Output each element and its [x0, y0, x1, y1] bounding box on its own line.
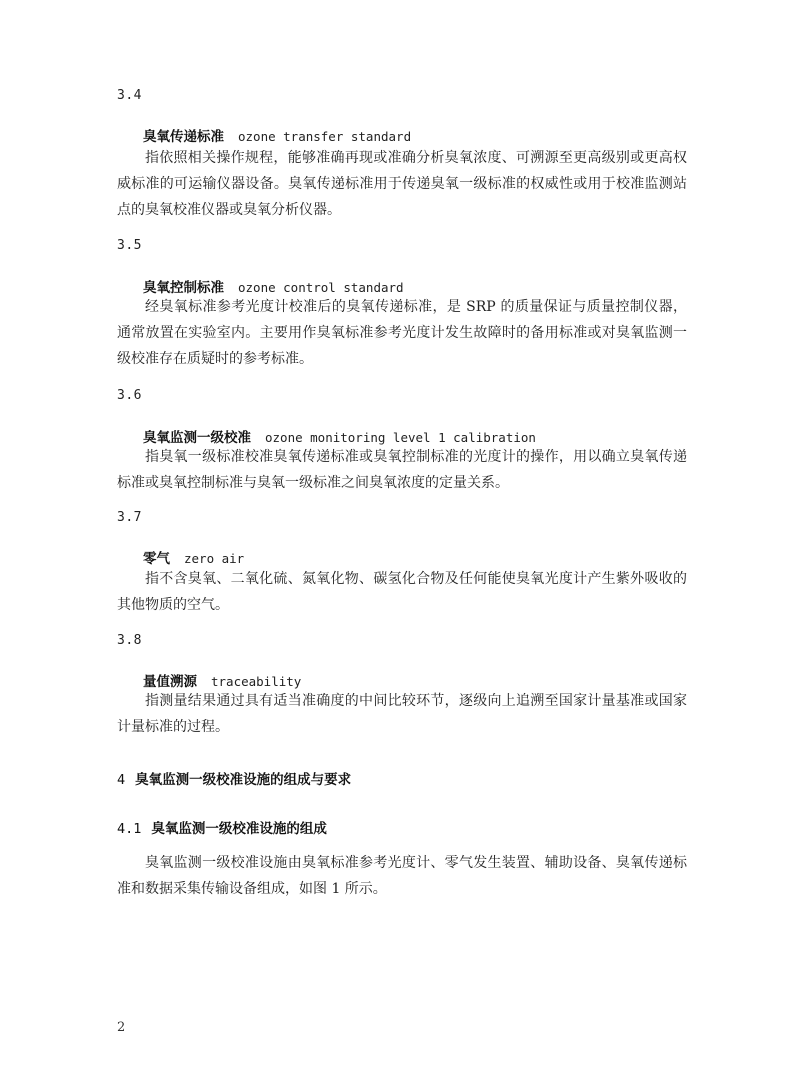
term-heading — [143, 276, 404, 296]
section-title: 臭氧监测一级校准设施的组成与要求 — [135, 772, 352, 788]
clause-number: 3.7 — [117, 510, 142, 525]
term-english: traceability — [211, 674, 302, 689]
clause-number: 3.6 — [117, 388, 142, 403]
term-definition: 指测量结果通过具有适当准确度的中间比较环节，逐级向上追溯至国家计量基准或国家计量标准的过程。 — [117, 693, 687, 735]
term-english: ozone monitoring level 1 calibration — [265, 430, 536, 445]
section-paragraph: 臭氧监测一级校准设施由臭氧标准参考光度计、零气发生装置、辅助设备、臭氧传递标准和数据采集传输设备组成，如图 1 所示。 — [117, 855, 687, 897]
term-definition: 指臭氧一级标准校准臭氧传递标准或臭氧控制标准的光度计的操作，用以确立臭氧传递标准或臭氧控制标准与臭氧一级标准之间臭氧浓度的定量关系。 — [117, 449, 687, 491]
clause-number: 3.4 — [117, 88, 142, 103]
term-chinese: 量值溯源 — [143, 674, 197, 690]
term-definition: 指依照相关操作规程，能够准确再现或准确分析臭氧浓度、可溯源至更高级别或更高权威标准的可运输仪器设备。臭氧传递标准用于传递臭氧一级标准的权威性或用于校准监测站点的臭氧校准仪器或臭氧分析仪器。 — [117, 150, 687, 218]
subsection-title: 臭氧监测一级校准设施的组成 — [151, 821, 327, 837]
term-definition: 指不含臭氧、二氧化硫、氮氧化物、碳氢化合物及任何能使臭氧光度计产生紫外吸收的其他物质的空气。 — [117, 571, 687, 613]
subsection-heading — [117, 817, 327, 837]
section-heading — [117, 768, 351, 788]
subsection-number: 4.1 — [117, 821, 142, 837]
page-number: 2 — [117, 1020, 126, 1035]
clause-number: 3.8 — [117, 633, 142, 648]
section-number: 4 — [117, 772, 126, 788]
term-definition: 经臭氧标准参考光度计校准后的臭氧传递标准，是 SRP 的质量保证与质量控制仪器，通常放置在实验室内。主要用作臭氧标准参考光度计发生故障时的备用标准或对臭氧监测一级校准存在质疑时的参考标准。 — [117, 299, 687, 367]
term-chinese: 零气 — [143, 551, 170, 567]
term-english: ozone transfer standard — [238, 129, 412, 144]
term-heading — [143, 125, 411, 145]
term-chinese: 臭氧传递标准 — [143, 129, 224, 145]
term-heading — [143, 547, 244, 567]
term-heading — [143, 426, 536, 446]
clause-number: 3.5 — [117, 238, 142, 253]
term-heading — [143, 670, 301, 690]
term-english: ozone control standard — [238, 280, 404, 295]
term-chinese: 臭氧监测一级校准 — [143, 430, 251, 446]
term-chinese: 臭氧控制标准 — [143, 280, 224, 296]
term-english: zero air — [184, 551, 245, 566]
